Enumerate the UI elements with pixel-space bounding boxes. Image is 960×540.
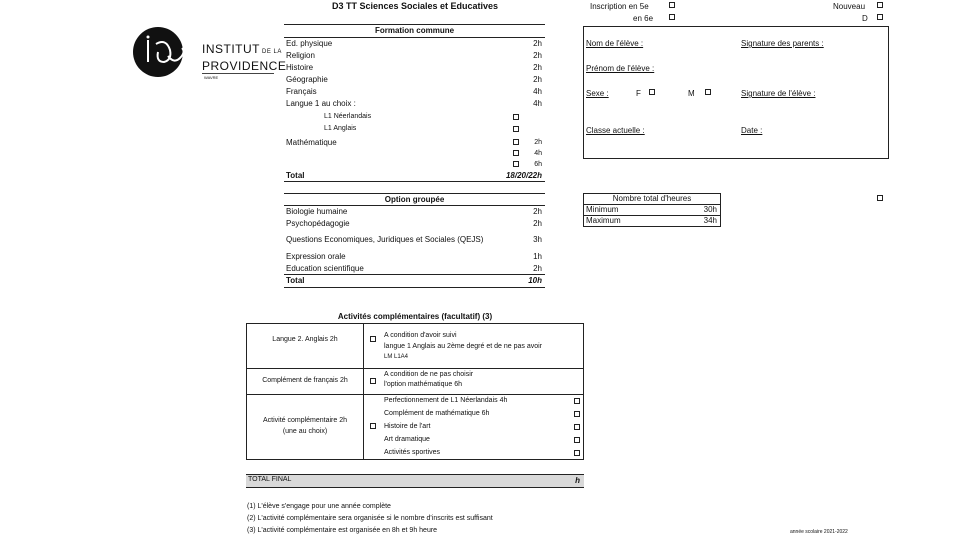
activity-comp-row — [247, 395, 583, 459]
activity-lang2-cond2: langue 1 Anglais au 2ème degré et de ne pas avoir — [384, 343, 543, 350]
inscription-6e-checkbox[interactable] — [669, 14, 675, 20]
activities-header: Activités complémentaires (facultatif) (3) — [337, 312, 493, 321]
formation-row: Géographie 2h — [286, 75, 542, 84]
hours-max-value: 34h — [703, 216, 717, 225]
activity-french-cond2: l'option mathématique 6h — [384, 381, 462, 388]
logo-line2: PROVIDENCE — [202, 59, 287, 73]
math-2h: 2h — [534, 139, 542, 146]
activity-lang2-label-cell — [247, 324, 364, 368]
inscription-5e-checkbox[interactable] — [669, 2, 675, 8]
math-label: Mathématique — [286, 138, 337, 147]
option-total-row — [284, 274, 545, 288]
formation-row: Religion 2h — [286, 51, 542, 60]
formation-row: Histoire 2h — [286, 63, 542, 72]
activity-french-label-cell — [247, 369, 364, 394]
activity-french-cond1: A condition de ne pas choisir — [384, 371, 474, 378]
activity-comp-label2: (une au choix) — [282, 428, 328, 435]
option-row: Expression orale 1h — [286, 252, 542, 261]
math-4h-checkbox[interactable] — [513, 150, 519, 156]
math-2h-checkbox[interactable] — [513, 139, 519, 145]
logo-sub: WAVRE — [204, 75, 219, 80]
formation-table — [284, 24, 545, 185]
sex-f-label: F — [636, 89, 641, 98]
option-row: Education scientifique 2h — [286, 264, 542, 273]
lang-en-checkbox[interactable] — [513, 126, 519, 132]
sex-f-checkbox[interactable] — [649, 89, 655, 95]
footnote: (2) L'activité complémentaire sera organisée si le nombre d'inscrits est suffisant — [247, 515, 493, 522]
activity-item-checkbox[interactable] — [574, 398, 580, 404]
activity-french-label: Complément de français 2h — [262, 377, 348, 384]
hours-min-value: 30h — [703, 205, 717, 214]
footnote: (1) L'élève s'engage pour une année complète — [247, 503, 391, 510]
option-total-value: 10h — [528, 276, 542, 285]
hours-min-row — [584, 205, 720, 216]
activity-item: Complément de mathématique 6h — [384, 410, 490, 417]
activity-comp-checkbox[interactable] — [370, 423, 376, 429]
logo-mark-icon — [132, 26, 194, 78]
activity-item-checkbox[interactable] — [574, 411, 580, 417]
activity-item: Perfectionnement de L1 Néerlandais 4h — [384, 397, 508, 404]
formation-total-row — [284, 170, 545, 182]
inscription-label-5e: Inscription en 5e — [590, 2, 649, 11]
student-class-label: Classe actuelle : — [586, 126, 645, 135]
option-row: Psychopédagogie 2h — [286, 219, 542, 228]
student-name-label: Nom de l'élève : — [586, 39, 644, 48]
activity-lang2-cond1: A condition d'avoir suivi — [384, 332, 457, 339]
activity-comp-label-cell — [247, 395, 364, 459]
sex-m-label: M — [688, 89, 695, 98]
formation-total-label: Total — [286, 171, 305, 180]
formation-header: Formation commune — [284, 25, 545, 38]
activity-item: Activités sportives — [384, 449, 441, 456]
d-checkbox[interactable] — [877, 14, 883, 20]
date-label: Date : — [741, 126, 763, 135]
option-total-label: Total — [286, 276, 305, 285]
activity-lang2-checkbox[interactable] — [370, 336, 376, 342]
sex-m-checkbox[interactable] — [705, 89, 711, 95]
hours-min-label: Minimum — [586, 205, 619, 214]
student-sex-label: Sexe : — [586, 89, 609, 98]
formation-row: Langue 1 au choix : 4h — [286, 99, 542, 108]
activity-item: Art dramatique — [384, 436, 430, 443]
total-final-value: h — [575, 476, 580, 485]
student-firstname-label: Prénom de l'élève : — [586, 64, 655, 73]
total-final-row — [246, 474, 584, 488]
logo-divider — [202, 73, 274, 74]
formation-row: Ed. physique 2h — [286, 39, 542, 48]
sig-student-label: Signature de l'élève : — [741, 89, 816, 98]
footnote: (3) L'activité complémentaire est organisée en 8h et 9h heure — [247, 527, 438, 534]
d-label: D — [862, 14, 868, 23]
formation-total-value: 18/20/22h — [505, 171, 542, 180]
activity-item: Histoire de l'art — [384, 423, 431, 430]
nouveau-label: Nouveau — [833, 2, 866, 11]
hours-total-header: Nombre total d'heures — [584, 194, 720, 205]
activity-item-checkbox[interactable] — [574, 450, 580, 456]
math-4h: 4h — [534, 150, 542, 157]
activities-table — [246, 323, 584, 460]
inscription-label-6e: en 6e — [633, 14, 654, 23]
student-info-box — [583, 26, 889, 159]
hours-max-label: Maximum — [586, 216, 621, 225]
option-row: Questions Economiques, Juridiques et Sociales (QEJS) 3h — [286, 235, 542, 244]
lang-nl-checkbox[interactable] — [513, 114, 519, 120]
option-table — [284, 193, 545, 287]
nouveau-checkbox[interactable] — [877, 2, 883, 8]
hours-total-checkbox[interactable] — [877, 195, 883, 201]
hours-max-row — [584, 216, 720, 226]
math-6h-checkbox[interactable] — [513, 161, 519, 167]
activity-item-checkbox[interactable] — [574, 437, 580, 443]
logo-sup: DE LA — [262, 49, 282, 55]
total-final-label: TOTAL FINAL — [248, 476, 292, 483]
activity-item-checkbox[interactable] — [574, 424, 580, 430]
activity-lang2-cond3: LM L1A4 — [384, 354, 409, 360]
option-row: Biologie humaine 2h — [286, 207, 542, 216]
activity-french-checkbox[interactable] — [370, 378, 376, 384]
lang-option-en: L1 Anglais — [324, 125, 357, 132]
sig-parents-label: Signature des parents : — [741, 39, 824, 48]
logo-line1: INSTITUT DE LA — [202, 42, 282, 56]
math-6h: 6h — [534, 161, 542, 168]
logo — [132, 24, 287, 84]
hours-total-table — [583, 193, 721, 227]
page-title: D3 TT Sciences Sociales et Educatives — [331, 1, 499, 11]
formation-row: Français 4h — [286, 87, 542, 96]
school-year: année scolaire 2021-2022 — [790, 529, 848, 535]
activity-comp-label1: Activité complémentaire 2h — [262, 417, 348, 424]
lang-option-nl: L1 Néerlandais — [324, 113, 372, 120]
option-header: Option groupée — [284, 194, 545, 206]
activity-french-row — [247, 369, 583, 395]
activity-lang2-label: Langue 2. Anglais 2h — [272, 336, 338, 343]
activity-lang2-row — [247, 324, 583, 369]
